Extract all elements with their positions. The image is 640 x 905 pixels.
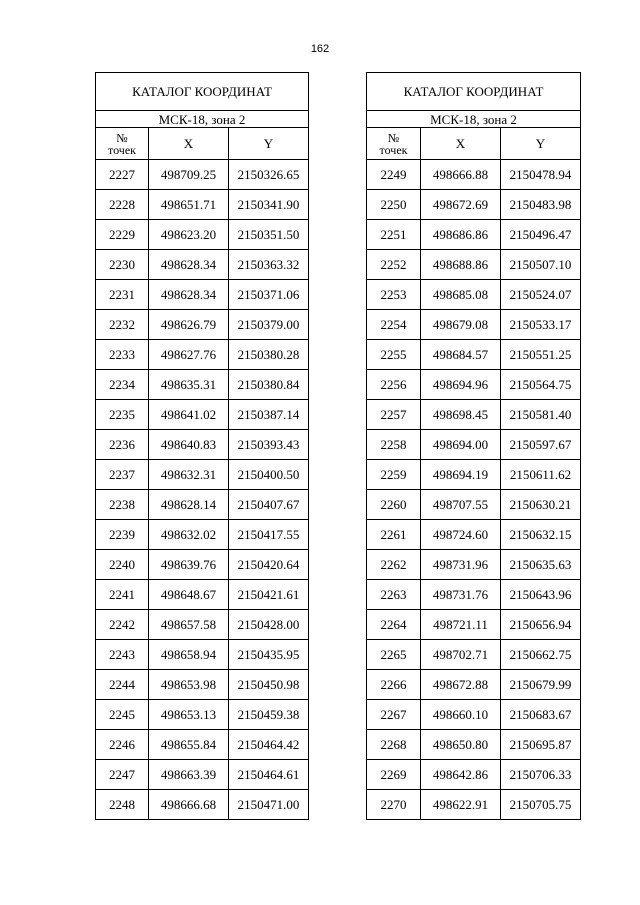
x-coordinate-cell: 498648.67 (149, 580, 229, 610)
y-coordinate-cell: 2150705.75 (501, 790, 581, 820)
point-number-cell: 2232 (96, 310, 149, 340)
x-coordinate-cell: 498724.60 (421, 520, 501, 550)
table-row (367, 520, 581, 550)
table-row (367, 340, 581, 370)
point-number-cell: 2270 (367, 790, 421, 820)
table-row (367, 700, 581, 730)
point-number-cell: 2239 (96, 520, 149, 550)
y-coordinate-cell: 2150421.61 (229, 580, 309, 610)
x-coordinate-cell: 498628.34 (149, 280, 229, 310)
table-row (96, 460, 309, 490)
point-number-cell: 2243 (96, 640, 149, 670)
point-number-cell: 2249 (367, 160, 421, 190)
point-number-cell: 2244 (96, 670, 149, 700)
table-row (96, 160, 309, 190)
y-coordinate-cell: 2150407.67 (229, 490, 309, 520)
point-number-cell: 2242 (96, 610, 149, 640)
point-number-cell: 2238 (96, 490, 149, 520)
x-coordinate-cell: 498627.76 (149, 340, 229, 370)
y-coordinate-cell: 2150611.62 (501, 460, 581, 490)
x-coordinate-cell: 498622.91 (421, 790, 501, 820)
x-coordinate-cell: 498686.86 (421, 220, 501, 250)
y-coordinate-cell: 2150380.84 (229, 370, 309, 400)
y-coordinate-cell: 2150643.96 (501, 580, 581, 610)
y-coordinate-cell: 2150632.15 (501, 520, 581, 550)
point-number-cell: 2245 (96, 700, 149, 730)
x-coordinate-cell: 498623.20 (149, 220, 229, 250)
point-number-cell: 2255 (367, 340, 421, 370)
y-coordinate-cell: 2150326.65 (229, 160, 309, 190)
x-coordinate-cell: 498653.98 (149, 670, 229, 700)
point-number-cell: 2263 (367, 580, 421, 610)
table-row (96, 610, 309, 640)
x-coordinate-cell: 498694.96 (421, 370, 501, 400)
x-coordinate-cell: 498626.79 (149, 310, 229, 340)
x-coordinate-cell: 498639.76 (149, 550, 229, 580)
point-number-header-symbol: № (387, 130, 400, 145)
y-coordinate-cell: 2150496.47 (501, 220, 581, 250)
y-coordinate-cell: 2150483.98 (501, 190, 581, 220)
point-number-cell: 2264 (367, 610, 421, 640)
table-row (367, 280, 581, 310)
y-coordinate-cell: 2150420.64 (229, 550, 309, 580)
table-row (96, 700, 309, 730)
x-coordinate-cell: 498642.86 (421, 760, 501, 790)
table-row (96, 550, 309, 580)
y-coordinate-cell: 2150478.94 (501, 160, 581, 190)
x-coordinate-cell: 498694.00 (421, 430, 501, 460)
point-number-cell: 2241 (96, 580, 149, 610)
y-coordinate-cell: 2150551.25 (501, 340, 581, 370)
y-coordinate-cell: 2150400.50 (229, 460, 309, 490)
x-coordinate-cell: 498641.02 (149, 400, 229, 430)
point-number-cell: 2248 (96, 790, 149, 820)
x-coordinate-cell: 498658.94 (149, 640, 229, 670)
y-coordinate-cell: 2150471.00 (229, 790, 309, 820)
y-coordinate-cell: 2150459.38 (229, 700, 309, 730)
point-number-cell: 2259 (367, 460, 421, 490)
table-row (96, 790, 309, 820)
y-coordinate-cell: 2150387.14 (229, 400, 309, 430)
x-coordinate-cell: 498663.39 (149, 760, 229, 790)
x-coordinate-cell: 498653.13 (149, 700, 229, 730)
point-number-cell: 2240 (96, 550, 149, 580)
point-number-cell: 2233 (96, 340, 149, 370)
table-row (367, 430, 581, 460)
table-row (367, 730, 581, 760)
table-row (367, 580, 581, 610)
page-number: 162 (310, 43, 330, 55)
x-coordinate-cell: 498731.76 (421, 580, 501, 610)
table-row (96, 340, 309, 370)
x-coordinate-cell: 498657.58 (149, 610, 229, 640)
y-coordinate-cell: 2150363.32 (229, 250, 309, 280)
x-coordinate-cell: 498684.57 (421, 340, 501, 370)
y-coordinate-cell: 2150341.90 (229, 190, 309, 220)
x-coordinate-cell: 498628.34 (149, 250, 229, 280)
x-coordinate-cell: 498650.80 (421, 730, 501, 760)
y-coordinate-cell: 2150662.75 (501, 640, 581, 670)
y-coordinate-cell: 2150597.67 (501, 430, 581, 460)
point-number-cell: 2269 (367, 760, 421, 790)
table-row (367, 790, 581, 820)
point-number-header-symbol: № (116, 130, 128, 145)
x-coordinate-cell: 498672.88 (421, 670, 501, 700)
point-number-cell: 2234 (96, 370, 149, 400)
table-row (367, 640, 581, 670)
y-header: Y (229, 128, 309, 160)
x-coordinate-cell: 498709.25 (149, 160, 229, 190)
y-coordinate-cell: 2150656.94 (501, 610, 581, 640)
x-coordinate-cell: 498731.96 (421, 550, 501, 580)
y-coordinate-cell: 2150533.17 (501, 310, 581, 340)
coordinate-catalog-table-right (366, 72, 581, 820)
y-coordinate-cell: 2150464.61 (229, 760, 309, 790)
point-number-cell: 2268 (367, 730, 421, 760)
y-coordinate-cell: 2150507.10 (501, 250, 581, 280)
point-number-cell: 2261 (367, 520, 421, 550)
table-row (367, 400, 581, 430)
catalog-title: КАТАЛОГ КООРДИНАТ (367, 73, 581, 111)
x-coordinate-cell: 498628.14 (149, 490, 229, 520)
point-number-cell: 2258 (367, 430, 421, 460)
point-number-cell: 2237 (96, 460, 149, 490)
point-number-cell: 2236 (96, 430, 149, 460)
x-coordinate-cell: 498672.69 (421, 190, 501, 220)
y-coordinate-cell: 2150351.50 (229, 220, 309, 250)
point-number-cell: 2254 (367, 310, 421, 340)
y-coordinate-cell: 2150695.87 (501, 730, 581, 760)
point-number-cell: 2235 (96, 400, 149, 430)
table-row (96, 430, 309, 460)
y-coordinate-cell: 2150524.07 (501, 280, 581, 310)
point-number-cell: 2252 (367, 250, 421, 280)
x-coordinate-cell: 498666.88 (421, 160, 501, 190)
x-coordinate-cell: 498679.08 (421, 310, 501, 340)
table-row (96, 760, 309, 790)
point-number-cell: 2257 (367, 400, 421, 430)
y-coordinate-cell: 2150393.43 (229, 430, 309, 460)
table-row (96, 580, 309, 610)
x-coordinate-cell: 498702.71 (421, 640, 501, 670)
table-row (367, 190, 581, 220)
y-coordinate-cell: 2150379.00 (229, 310, 309, 340)
x-coordinate-cell: 498694.19 (421, 460, 501, 490)
point-number-cell: 2266 (367, 670, 421, 700)
y-header: Y (501, 128, 581, 160)
catalog-body (367, 160, 581, 820)
point-number-cell: 2251 (367, 220, 421, 250)
x-coordinate-cell: 498721.11 (421, 610, 501, 640)
y-coordinate-cell: 2150450.98 (229, 670, 309, 700)
point-number-cell: 2227 (96, 160, 149, 190)
catalog-body (96, 160, 309, 820)
x-coordinate-cell: 498632.02 (149, 520, 229, 550)
point-number-cell: 2267 (367, 700, 421, 730)
y-coordinate-cell: 2150706.33 (501, 760, 581, 790)
table-row (96, 400, 309, 430)
x-coordinate-cell: 498651.71 (149, 190, 229, 220)
table-row (367, 670, 581, 700)
x-coordinate-cell: 498688.86 (421, 250, 501, 280)
x-coordinate-cell: 498632.31 (149, 460, 229, 490)
x-coordinate-cell: 498698.45 (421, 400, 501, 430)
point-number-cell: 2246 (96, 730, 149, 760)
catalog-subtitle: МСК-18, зона 2 (96, 111, 309, 128)
point-number-cell: 2260 (367, 490, 421, 520)
point-number-cell: 2247 (96, 760, 149, 790)
catalog-title: КАТАЛОГ КООРДИНАТ (96, 73, 309, 111)
x-coordinate-cell: 498640.83 (149, 430, 229, 460)
y-coordinate-cell: 2150435.95 (229, 640, 309, 670)
table-row (96, 640, 309, 670)
point-number-header (96, 128, 149, 160)
table-row (96, 370, 309, 400)
y-coordinate-cell: 2150630.21 (501, 490, 581, 520)
table-row (96, 490, 309, 520)
table-row (96, 280, 309, 310)
x-coordinate-cell: 498655.84 (149, 730, 229, 760)
y-coordinate-cell: 2150581.40 (501, 400, 581, 430)
x-header: X (421, 128, 501, 160)
y-coordinate-cell: 2150371.06 (229, 280, 309, 310)
x-coordinate-cell: 498635.31 (149, 370, 229, 400)
point-number-cell: 2231 (96, 280, 149, 310)
table-row (367, 610, 581, 640)
y-coordinate-cell: 2150428.00 (229, 610, 309, 640)
table-row (367, 460, 581, 490)
catalog-subtitle: МСК-18, зона 2 (367, 111, 581, 128)
point-number-header (367, 128, 421, 160)
table-row (96, 730, 309, 760)
table-row (367, 250, 581, 280)
y-coordinate-cell: 2150417.55 (229, 520, 309, 550)
y-coordinate-cell: 2150464.42 (229, 730, 309, 760)
y-coordinate-cell: 2150380.28 (229, 340, 309, 370)
y-coordinate-cell: 2150679.99 (501, 670, 581, 700)
table-row (367, 310, 581, 340)
table-row (96, 220, 309, 250)
y-coordinate-cell: 2150564.75 (501, 370, 581, 400)
table-row (96, 310, 309, 340)
table-row (96, 670, 309, 700)
y-coordinate-cell: 2150635.63 (501, 550, 581, 580)
point-number-cell: 2256 (367, 370, 421, 400)
y-coordinate-cell: 2150683.67 (501, 700, 581, 730)
point-number-cell: 2230 (96, 250, 149, 280)
point-number-header-label: точек (108, 142, 136, 157)
point-number-cell: 2228 (96, 190, 149, 220)
table-row (367, 760, 581, 790)
table-row (96, 190, 309, 220)
table-row (367, 490, 581, 520)
point-number-cell: 2229 (96, 220, 149, 250)
table-row (96, 520, 309, 550)
table-row (96, 250, 309, 280)
table-row (367, 220, 581, 250)
x-header: X (149, 128, 229, 160)
x-coordinate-cell: 498660.10 (421, 700, 501, 730)
x-coordinate-cell: 498666.68 (149, 790, 229, 820)
table-row (367, 550, 581, 580)
table-row (367, 160, 581, 190)
point-number-cell: 2265 (367, 640, 421, 670)
point-number-cell: 2250 (367, 190, 421, 220)
point-number-cell: 2253 (367, 280, 421, 310)
point-number-cell: 2262 (367, 550, 421, 580)
x-coordinate-cell: 498707.55 (421, 490, 501, 520)
point-number-header-label: точек (379, 142, 408, 157)
table-row (367, 370, 581, 400)
x-coordinate-cell: 498685.08 (421, 280, 501, 310)
coordinate-catalog-table-left (95, 72, 309, 820)
